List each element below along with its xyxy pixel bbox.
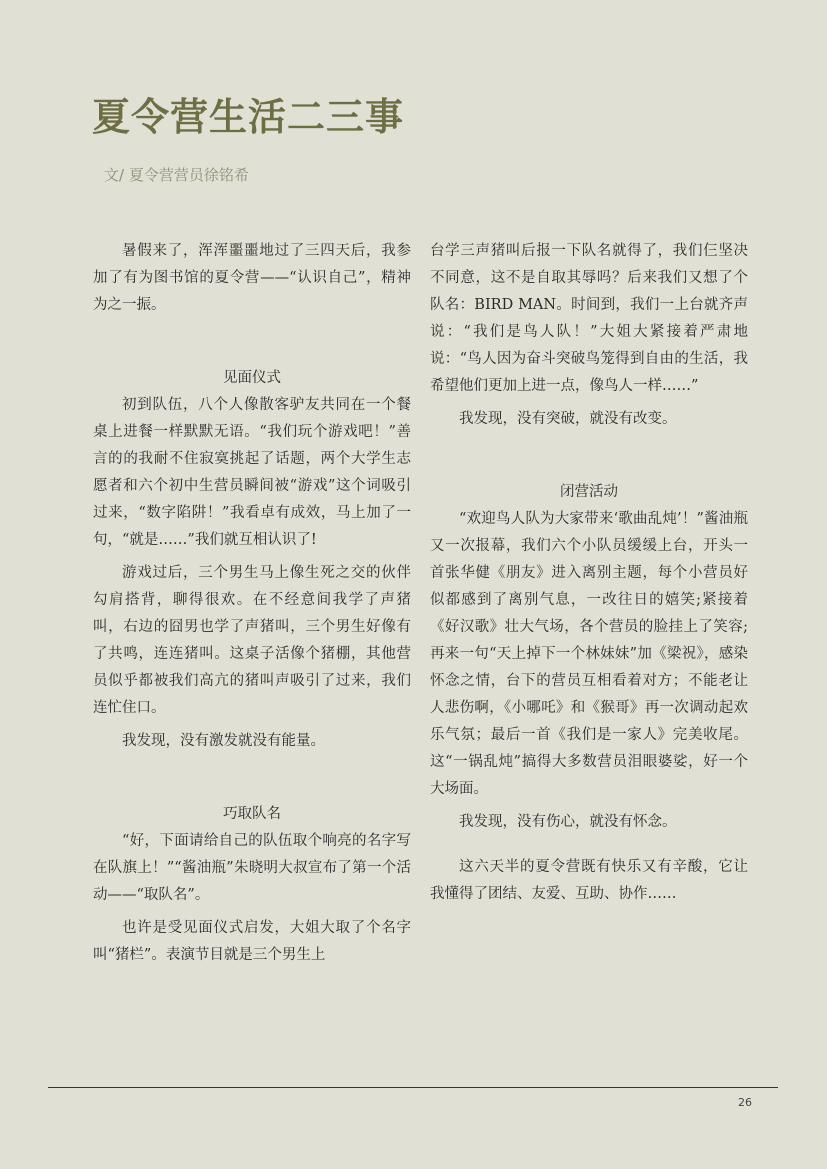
paragraph: 我发现，没有激发就没有能量。 (122, 733, 325, 749)
section-heading: 闭营活动 (560, 484, 618, 500)
section-gap (430, 439, 748, 479)
section-gap (93, 325, 411, 365)
paragraph: 台学三声猪叫后报一下队名就得了，我们仨坚决不同意，这不是自取其辱吗？后来我们又想了个队名：BIRD MAN。时间到，我们一上台就齐声说：“我们是鸟人队！”大姐大紧接着严肃地说：“鸟人因为奋斗突破鸟笼得到自由的生活，我希望他们更加上进一点，像鸟人一样……” (430, 243, 748, 394)
left-column (93, 238, 411, 975)
article-title: 夏令营生活二三事 (92, 94, 405, 139)
footer-divider (48, 1087, 778, 1088)
section-gap (430, 842, 748, 854)
page-number: 26 (738, 1096, 752, 1109)
paragraph: 暑假来了，浑浑噩噩地过了三四天后，我参加了有为图书馆的夏令营——“认识自己”，精神为之一振。 (93, 243, 411, 313)
paragraph: “欢迎鸟人队为大家带来‘歌曲乱炖’！”酱油瓶又一次报幕，我们六个小队员缓缓上台，开头一首张华健《朋友》进入离别主题，每个小营员好似都感到了离别气息，一改往日的嬉笑;紧接着《好汉歌》壮大气场，各个营员的脸挂上了笑容;再来一句“天上掉下一个林妹妹”加《梁祝》，感染怀念之情，台下的营员互相看着对方；不能老让人悲伤啊，《小哪吒》和《猴哥》再一次调动起欢乐气氛；最后一首《我们是一家人》完美收尾。这“一锅乱炖”搞得大多数营员泪眼婆娑，好一个大场面。 (430, 511, 748, 797)
section-heading: 巧取队名 (223, 806, 281, 822)
paragraph: 这六天半的夏令营既有快乐又有辛酸，它让我懂得了团结、友爱、互助、协作…… (430, 859, 748, 902)
section-gap (93, 761, 411, 801)
section-heading: 见面仪式 (223, 370, 281, 386)
paragraph: “好，下面请给自己的队伍取个响亮的名字写在队旗上！”“酱油瓶”朱晓明大叔宣布了第一个活动——“取队名”。 (93, 833, 411, 903)
paragraph: 我发现，没有突破，就没有改变。 (459, 411, 677, 427)
paragraph: 初到队伍，八个人像散客驴友共同在一个餐桌上进餐一样默默无语。“我们玩个游戏吧！”善言的的我耐不住寂寞挑起了话题，两个大学生志愿者和六个初中生营员瞬间被“游戏”这个词吸引过来，“数字陷阱！”我看卓有成效，马上加了一句，“就是……”我们就互相认识了! (93, 397, 411, 548)
paragraph: 也许是受见面仪式启发，大姐大取了个名字叫“猪栏”。表演节目就是三个男生上 (93, 920, 411, 963)
article-byline: 文/ 夏令营营员徐铭希 (104, 166, 249, 184)
paragraph: 我发现，没有伤心，就没有怀念。 (459, 814, 677, 830)
paragraph: 游戏过后，三个男生马上像生死之交的伙伴勾肩搭背，聊得很欢。在不经意间我学了声猪叫，右边的囧男也学了声猪叫，三个男生好像有了共鸣，连连猪叫。这桌子活像个猪棚，其他营员似乎都被我们高亢的猪叫声吸引了过来，我们连忙住口。 (93, 565, 411, 716)
right-column (430, 238, 748, 914)
